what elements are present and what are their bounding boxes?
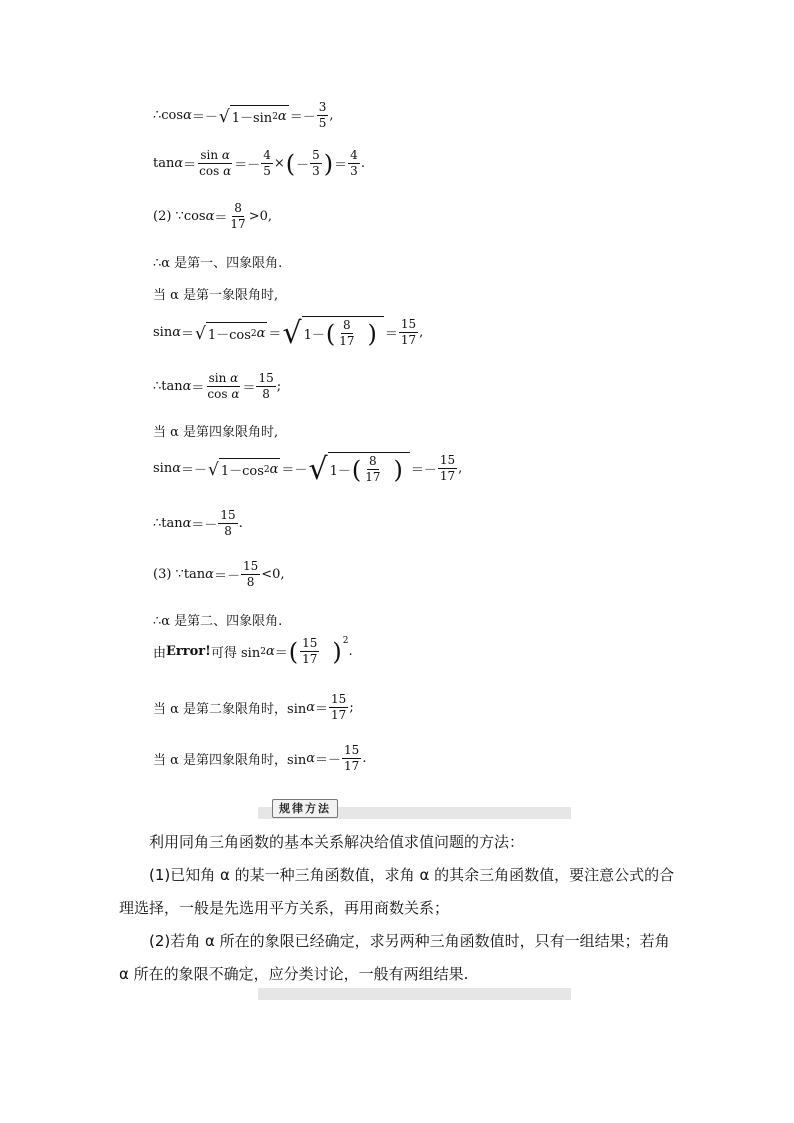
method-point-2: (2)若角 α 所在的象限已经确定，求另两种三角函数值时，只有一组结果；若角 α 所在的象限不确定，应分类讨论，一般有两组结果. bbox=[119, 932, 670, 983]
solution-line-sin-q4 bbox=[153, 452, 462, 485]
numerator bbox=[198, 148, 232, 164]
denominator: 17 bbox=[439, 469, 456, 483]
expr-text: >0, bbox=[248, 209, 272, 224]
sqrt-body bbox=[206, 322, 268, 343]
punct: . bbox=[238, 516, 243, 531]
expr-text: 当 α 是第一象限角时, bbox=[153, 288, 279, 303]
left-paren: ( bbox=[288, 637, 299, 666]
expr-text: 1－sin bbox=[231, 111, 273, 126]
equals: ＝ bbox=[180, 327, 194, 342]
fraction bbox=[218, 508, 237, 539]
fraction bbox=[197, 148, 233, 179]
expr-text: ∴α 是第一、四象限角. bbox=[153, 256, 283, 271]
solution-line-part3 bbox=[153, 559, 285, 590]
punct: . bbox=[362, 751, 367, 766]
denominator: 8 bbox=[224, 524, 232, 538]
expr-text: 1－cos bbox=[207, 328, 251, 343]
denominator: 8 bbox=[246, 575, 255, 589]
part-label: (3) ∵tan bbox=[153, 567, 206, 582]
denominator: 5 bbox=[263, 164, 271, 178]
sqrt-expr bbox=[219, 105, 289, 126]
right-paren: ) bbox=[323, 149, 334, 178]
numerator: 15 bbox=[258, 371, 274, 385]
numerator: 15 bbox=[331, 692, 347, 706]
alpha-symbol: α bbox=[221, 148, 230, 162]
numerator: 8 bbox=[369, 454, 377, 468]
fraction bbox=[342, 743, 361, 774]
expr-text: 1－cos bbox=[220, 464, 264, 479]
equals-minus: ＝－ bbox=[410, 463, 437, 478]
equals-minus: ＝－ bbox=[213, 569, 240, 584]
solution-line-cos bbox=[153, 100, 334, 131]
fraction bbox=[256, 371, 275, 402]
equals-minus: ＝－ bbox=[191, 518, 218, 533]
radical-icon: √ bbox=[195, 324, 206, 344]
punct: . bbox=[348, 644, 353, 659]
alpha-symbol: α bbox=[231, 387, 240, 401]
punct: , bbox=[458, 461, 463, 476]
denominator: 17 bbox=[365, 470, 381, 484]
numerator: 3 bbox=[318, 100, 327, 114]
equals: ＝ bbox=[268, 327, 282, 342]
numerator: 4 bbox=[350, 148, 358, 162]
alpha-symbol: α bbox=[306, 700, 316, 715]
fraction bbox=[205, 371, 241, 402]
expr-text: sin bbox=[153, 461, 173, 476]
punct: ; bbox=[349, 700, 354, 715]
denominator: 17 bbox=[344, 759, 360, 773]
denominator bbox=[205, 387, 241, 402]
denominator: 17 bbox=[230, 217, 246, 231]
expr-text: 由 bbox=[153, 646, 167, 661]
numerator: 15 bbox=[344, 743, 360, 757]
exponent: 2 bbox=[260, 646, 266, 657]
numerator: 15 bbox=[220, 508, 236, 522]
equals: ＝ bbox=[242, 381, 256, 396]
alpha-symbol: α bbox=[174, 156, 184, 171]
numerator: 8 bbox=[343, 318, 351, 332]
sqrt-expr-large bbox=[282, 316, 383, 349]
sqrt-body bbox=[219, 458, 281, 479]
numerator: 5 bbox=[312, 148, 320, 162]
equals: ＝ bbox=[384, 327, 398, 342]
equals: ＝ bbox=[191, 381, 205, 396]
radical-icon: √ bbox=[282, 316, 302, 351]
method-intro: 利用同角三角函数的基本关系解决给值求值问题的方法： bbox=[149, 833, 525, 851]
solution-line-tan bbox=[153, 148, 365, 179]
exponent: 2 bbox=[272, 111, 278, 122]
expr-text: 当 α 是第四象限角时，sin bbox=[153, 753, 307, 768]
punct: , bbox=[419, 325, 424, 340]
method-banner-bottom bbox=[258, 988, 571, 1000]
expr-text: tan bbox=[153, 156, 175, 171]
right-paren: ) bbox=[367, 319, 377, 348]
expr-text: 当 α 是第二象限角时，sin bbox=[153, 702, 307, 717]
fraction bbox=[363, 454, 382, 485]
fraction bbox=[399, 317, 418, 348]
alpha-symbol: α bbox=[172, 325, 181, 340]
equals: ＝ bbox=[274, 646, 288, 661]
part-label: (2) ∵cos bbox=[153, 209, 206, 224]
expr-text: ∴tan bbox=[153, 516, 183, 531]
punct: . bbox=[360, 156, 365, 171]
solution-line-sin-q1 bbox=[153, 316, 423, 349]
right-paren: ) bbox=[393, 455, 403, 484]
solution-line-case1 bbox=[153, 284, 278, 303]
fraction bbox=[348, 148, 360, 179]
left-paren: ( bbox=[351, 455, 362, 484]
denominator: 3 bbox=[312, 164, 320, 178]
fraction bbox=[438, 453, 457, 484]
denominator: 17 bbox=[331, 708, 347, 722]
numerator: 4 bbox=[263, 148, 271, 162]
alpha-symbol: α bbox=[172, 461, 181, 476]
equals-minus: ＝－ bbox=[289, 110, 316, 125]
therefore-symbol: ∴ bbox=[153, 108, 162, 123]
numerator: 8 bbox=[234, 201, 242, 215]
denominator: 8 bbox=[262, 387, 270, 401]
punct: ; bbox=[276, 379, 282, 394]
alpha-symbol: α bbox=[182, 379, 192, 394]
denominator: 17 bbox=[339, 334, 355, 348]
fraction bbox=[261, 148, 273, 179]
solution-line-case4 bbox=[153, 421, 278, 440]
radical-icon: √ bbox=[208, 460, 219, 480]
equals-minus: ＝－ bbox=[191, 110, 218, 125]
times-symbol: × bbox=[273, 156, 285, 171]
alpha-symbol: α bbox=[182, 516, 192, 531]
expr-text: sin bbox=[200, 148, 222, 162]
expr-text: 当 α 是第四象限角时, bbox=[153, 425, 279, 440]
sqrt-expr bbox=[195, 322, 267, 343]
alpha-symbol: α bbox=[265, 644, 275, 659]
radical-icon: √ bbox=[308, 452, 328, 487]
equals: ＝ bbox=[315, 702, 329, 717]
left-paren: ( bbox=[325, 319, 336, 348]
solution-line-quadrants-2 bbox=[153, 610, 282, 629]
alpha-symbol: α bbox=[205, 209, 215, 224]
minus-sign: － bbox=[296, 158, 310, 173]
denominator: 17 bbox=[302, 652, 318, 666]
equals-minus: ＝－ bbox=[180, 463, 207, 478]
radical-icon: √ bbox=[218, 107, 230, 127]
sqrt-body bbox=[328, 452, 410, 485]
exponent: 2 bbox=[342, 636, 349, 646]
exponent: 2 bbox=[250, 328, 257, 339]
equals: ＝ bbox=[334, 158, 348, 173]
alpha-symbol: α bbox=[256, 326, 266, 341]
expr-text: 1－ bbox=[303, 328, 325, 343]
alpha-symbol: α bbox=[205, 567, 214, 582]
sqrt-body bbox=[302, 316, 384, 349]
fraction bbox=[329, 692, 348, 723]
exponent: 2 bbox=[263, 464, 270, 475]
numerator: 15 bbox=[302, 636, 318, 650]
alpha-symbol: α bbox=[183, 108, 192, 123]
method-point-1: (1)已知角 α 的某一种三角函数值，求角 α 的其余三角函数值，要注意公式的合理选择，一般是先选用平方关系，再用商数关系； bbox=[119, 866, 675, 917]
fraction bbox=[300, 636, 319, 667]
solution-line-q4-sin bbox=[153, 743, 366, 774]
fraction bbox=[310, 148, 322, 179]
expr-text: ∴α 是第二、四象限角. bbox=[153, 614, 283, 629]
denominator: 3 bbox=[350, 164, 358, 178]
fraction bbox=[241, 559, 260, 590]
sqrt-expr bbox=[208, 458, 280, 479]
left-paren: ( bbox=[285, 149, 296, 178]
equals: ＝ bbox=[183, 158, 197, 173]
sqrt-body bbox=[230, 105, 289, 126]
right-paren: ) bbox=[332, 637, 342, 666]
denominator: 17 bbox=[400, 333, 417, 347]
expr-text: cos bbox=[207, 387, 232, 401]
fraction bbox=[317, 100, 329, 131]
error-text: Error! bbox=[166, 644, 211, 659]
expr-text: 可得 sin bbox=[210, 646, 261, 661]
expr-text: sin bbox=[153, 325, 173, 340]
method-tag: 规律方法 bbox=[272, 799, 338, 818]
equals-minus: ＝－ bbox=[315, 753, 342, 768]
denominator: 5 bbox=[318, 116, 327, 130]
numerator: 15 bbox=[439, 453, 456, 467]
fraction bbox=[337, 318, 356, 349]
solution-line-error bbox=[153, 636, 353, 667]
solution-line-tan-q1 bbox=[153, 371, 281, 402]
solution-line-q2-sin bbox=[153, 692, 354, 723]
expr-text: <0, bbox=[261, 567, 285, 582]
sqrt-expr-large bbox=[308, 452, 409, 485]
equals-minus: ＝－ bbox=[234, 158, 261, 173]
solution-line-quadrants bbox=[153, 252, 282, 271]
alpha-symbol: α bbox=[223, 164, 232, 178]
equals-minus: ＝－ bbox=[281, 463, 308, 478]
expr-text: ∴tan bbox=[153, 379, 183, 394]
alpha-symbol: α bbox=[230, 371, 239, 385]
alpha-symbol: α bbox=[306, 751, 316, 766]
numerator: 15 bbox=[400, 317, 417, 331]
alpha-symbol: α bbox=[277, 109, 287, 124]
expr-text: cos bbox=[199, 164, 224, 178]
method-section bbox=[119, 826, 679, 991]
expr-text: sin bbox=[208, 371, 231, 385]
numerator bbox=[207, 371, 241, 387]
expr-text: 1－ bbox=[329, 464, 351, 479]
numerator: 15 bbox=[242, 559, 259, 573]
denominator bbox=[197, 164, 233, 179]
fraction bbox=[228, 201, 247, 232]
alpha-symbol: α bbox=[269, 462, 279, 477]
expr-text: cos bbox=[161, 108, 184, 123]
equals: ＝ bbox=[214, 211, 228, 226]
solution-line-tan-q4 bbox=[153, 508, 243, 539]
solution-line-part2 bbox=[153, 201, 272, 232]
punct: , bbox=[329, 108, 334, 123]
